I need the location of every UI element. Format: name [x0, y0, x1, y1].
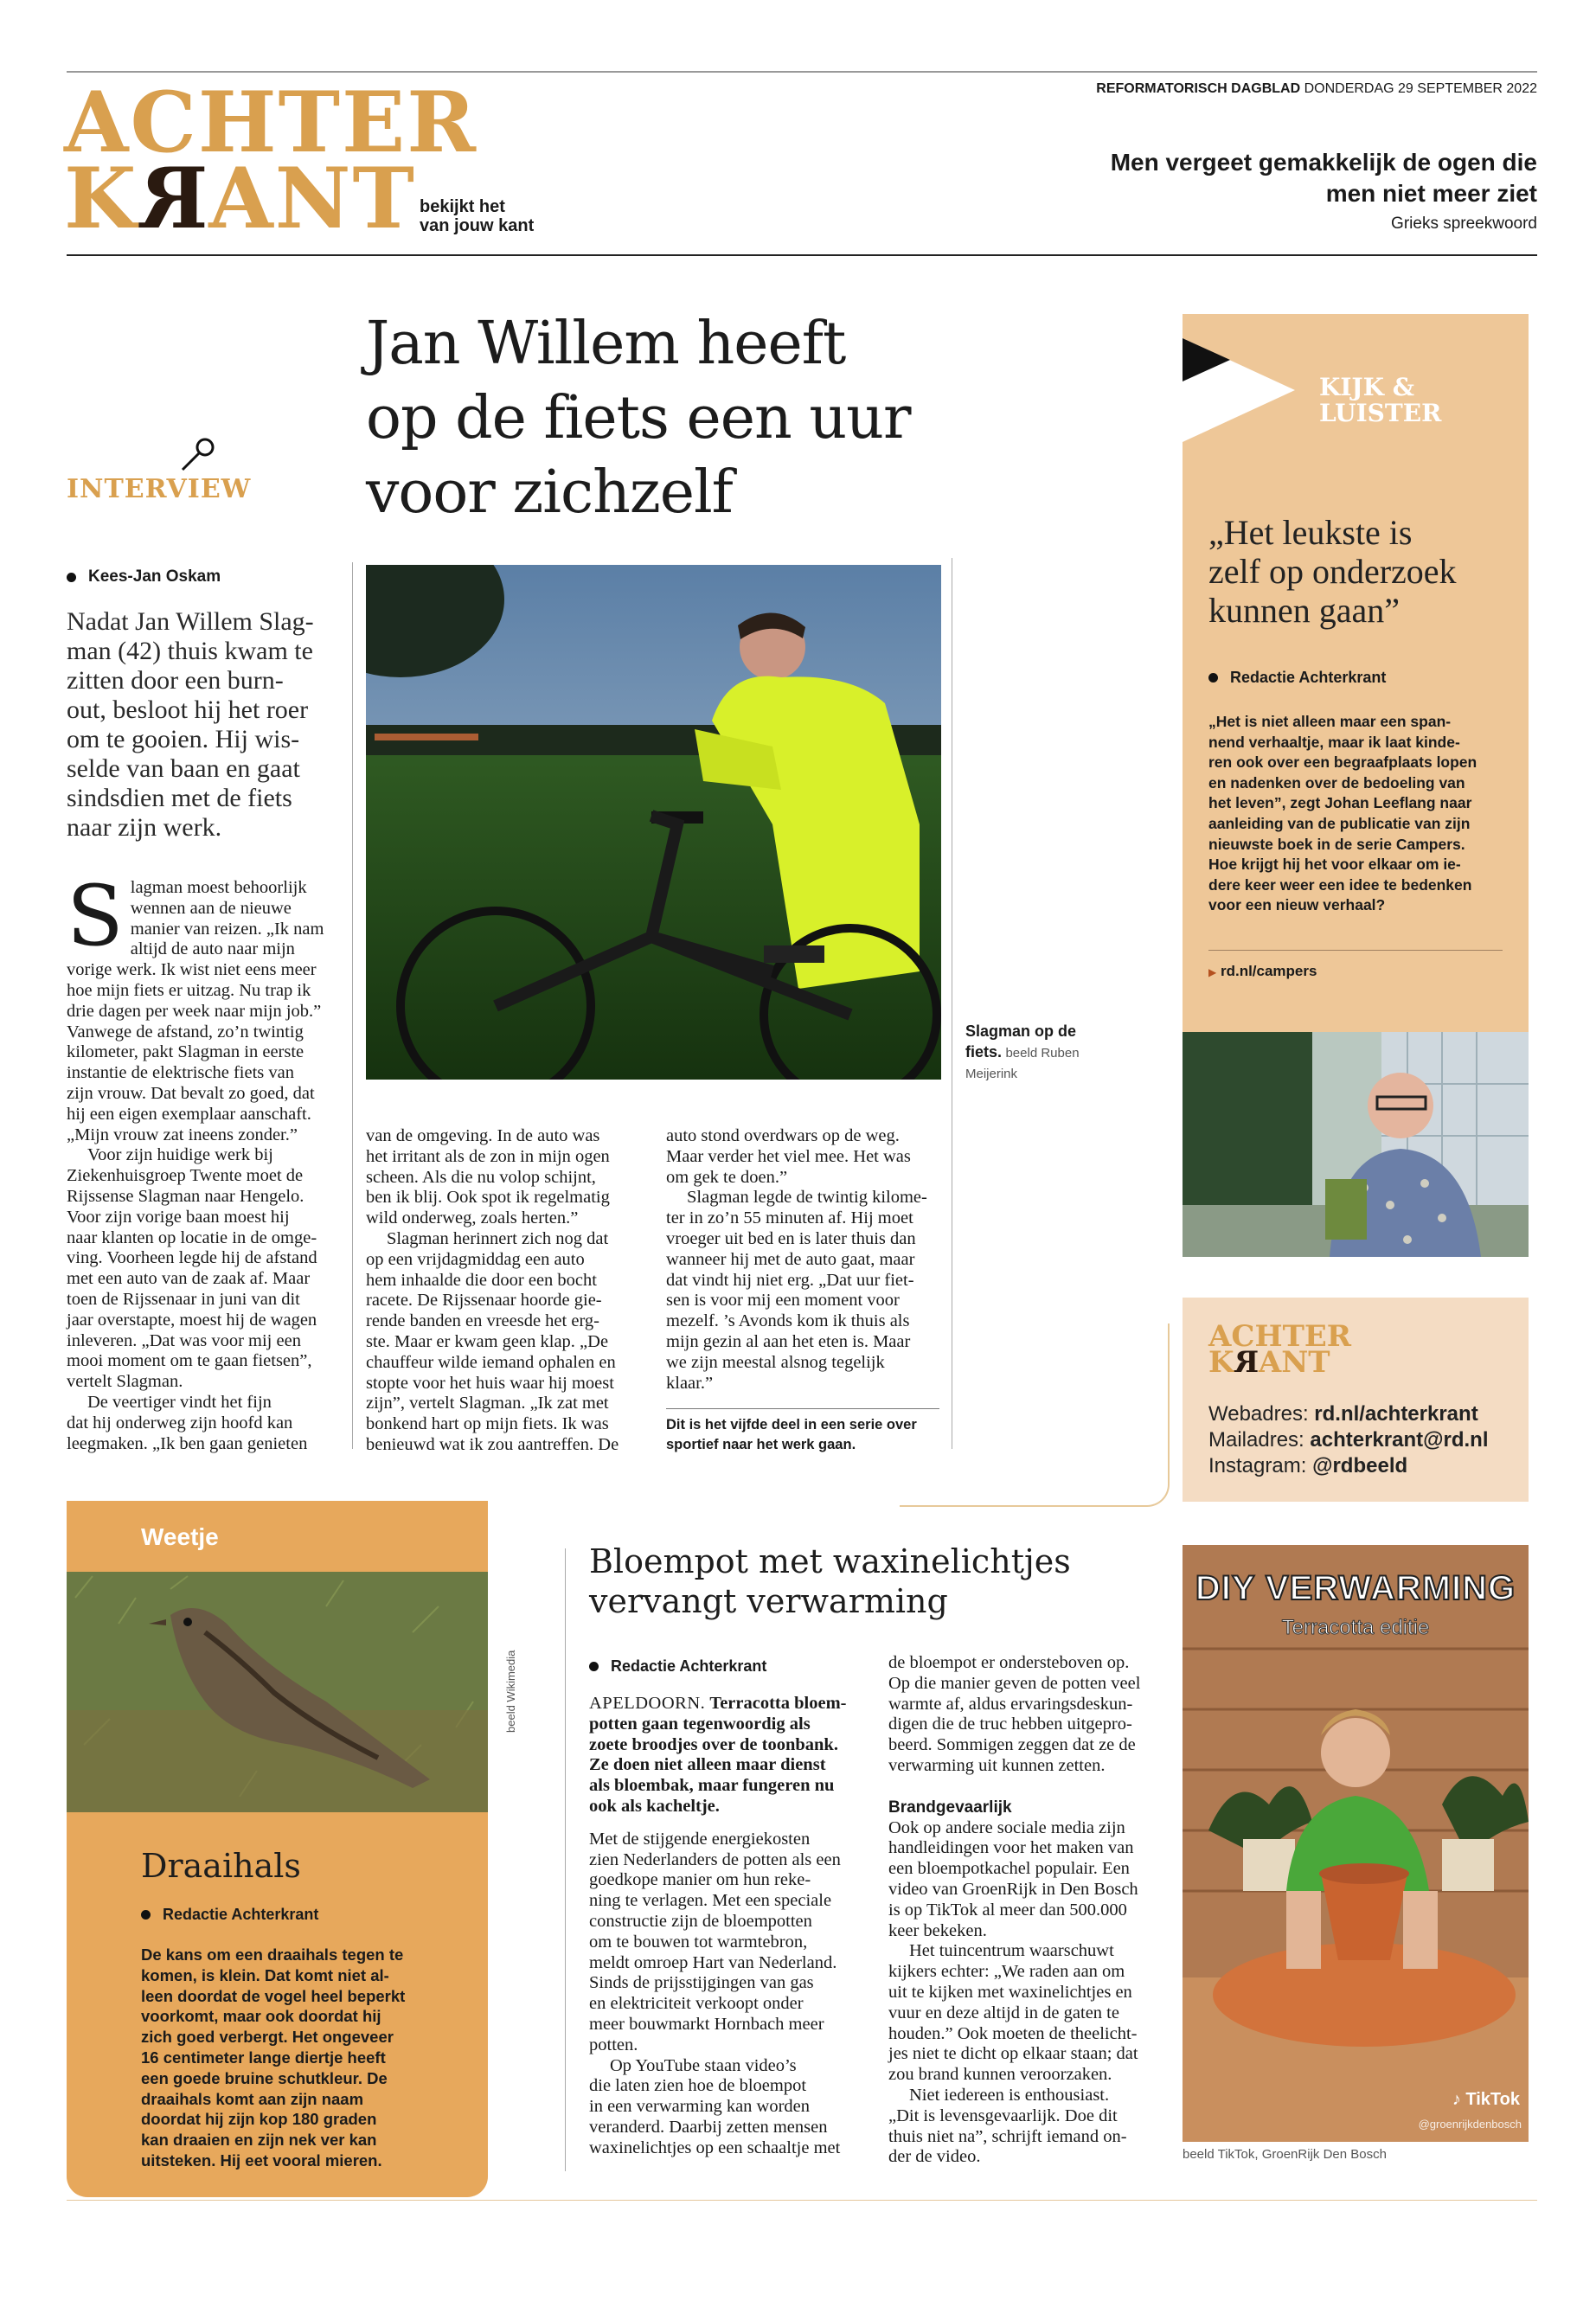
- kijk-luister-link-text[interactable]: rd.nl/campers: [1220, 963, 1317, 979]
- masthead-bottom: [64, 150, 445, 247]
- bloempot-rule: [565, 1548, 566, 2171]
- contact-logo-bottom: KRANT: [1208, 1345, 1330, 1380]
- bloempot-byline-dot: [589, 1662, 599, 1671]
- bloempot-author: Redactie Achterkrant: [611, 1657, 767, 1675]
- bloempot-subhead: Brandgevaarlijk: [888, 1798, 1012, 1817]
- photo-caption: [965, 1021, 1112, 1085]
- headline-line-2: op de fiets een uur: [366, 384, 911, 452]
- contact-mail: [1208, 1427, 1489, 1453]
- col2-paragraph-2: Slagman herinnert zich nog dat op een vrijdagmiddag een auto hem inhaalde die door een bocht racete. De Rijssenaar hoorde gie- rende banden en vreesde het erg- ste. Maar er kwam geen klap. „De chauffeur wilde iemand ophalen en stopte voor het huis waar hij moest zijn”, vertelt Slagman. „Ik zat met bonkend hart op mijn fiets. Ik was benieuwd wat ik zou aantreffen. De: [366, 1228, 619, 1454]
- kijk-luister-link[interactable]: [1208, 963, 1317, 980]
- weetje-title: Draaihals: [141, 1847, 301, 1885]
- headline-line-3: voor zichzelf: [366, 458, 733, 527]
- footer-rule: [67, 2200, 1537, 2201]
- insta-value[interactable]: @rdbeeld: [1312, 1454, 1408, 1477]
- bloempot-lead-text: Terracotta bloem- potten gaan tegenwoordig als zoete broodjes over de toonbank. Ze doen niet alleen maar dienst als bloembak, maar fungeren nu ook als kacheltje.: [589, 1694, 847, 1816]
- microphone-icon: [177, 437, 215, 475]
- bloempot-headline-2: vervangt verwarming: [589, 1582, 948, 1620]
- insta-label: Instagram:: [1208, 1454, 1307, 1477]
- weetje-panel: [67, 1501, 517, 2197]
- bloempot-lead: [589, 1694, 875, 1817]
- dateline: [1096, 81, 1537, 97]
- interview-author: Kees-Jan Oskam: [88, 567, 221, 586]
- bloempot-headline-1: Bloempot met waxinelichtjes: [589, 1542, 1071, 1580]
- tiktok-watermark: [1452, 2090, 1520, 2110]
- weetje-body: De kans om een draaihals tegen te komen, is klein. Dat komt niet al- leen doordat de vogel heel beperkt voorkomt, maar ook doordat hij zich goed verbergt. Het ongeveer 16 centimeter lange diertje heeft een goede bruine schutkleur. De draaihals komt aan zijn naam doordat hij zijn kop 180 graden kan draaien en zijn nek ver kan uitsteken. Hij eet vooral mieren.: [141, 1945, 406, 2170]
- interview-byline: [67, 567, 221, 586]
- tagline-line-1: bekijkt het: [420, 197, 505, 216]
- kijk-luister-link-rule: [1208, 950, 1503, 951]
- bloempot-dateline: APELDOORN.: [589, 1694, 706, 1713]
- quote-line-1: Men vergeet gemakkelijk de ogen die: [1110, 149, 1537, 176]
- contact-instagram: [1208, 1453, 1489, 1479]
- paper-name: REFORMATORISCH DAGBLAD: [1096, 81, 1301, 96]
- masthead-bottom-k: K: [64, 150, 138, 247]
- bloempot-headline: [589, 1541, 1071, 1621]
- weetje-byline: [141, 1906, 318, 1924]
- photo-caption-bold: Slagman op de fiets.: [965, 1022, 1077, 1061]
- interview-intro: Nadat Jan Willem Slag- man (42) thuis kwam te zitten door een burn- out, besloot hij het roer om te gooien. Hij wis- selde van baan en gaat sindsdien met de fiets naar zijn werk.: [67, 607, 314, 842]
- issue-date: DONDERDAG 29 SEPTEMBER 2022: [1304, 81, 1537, 96]
- contact-lines: [1208, 1401, 1489, 1479]
- tagline-line-2: van jouw kant: [420, 216, 535, 235]
- interview-label: INTERVIEW: [67, 474, 252, 504]
- masthead-reversed-r: R: [138, 150, 209, 247]
- header-quote: [1111, 147, 1537, 234]
- series-note-rule: [666, 1408, 939, 1409]
- col1-paragraph-3: De veertiger vindt het fijn dat hij onderweg zijn hoofd kan leegmaken. „Ik ben gaan genieten: [67, 1392, 308, 1453]
- col2-paragraph-1: van de omgeving. In de auto was het irritant als de zon in mijn ogen scheen. Als die nu volop schijnt, ben ik blij. Ook spot ik regelmatig wild onderweg, zoals herten.”: [366, 1126, 610, 1228]
- interview-column-2: [366, 1126, 651, 1456]
- interview-column-1: [67, 868, 348, 1454]
- web-value[interactable]: rd.nl/achterkrant: [1314, 1402, 1478, 1426]
- bloempot-col2-paragraph-2: Ook op andere sociale media zijn handleidingen voor het maken van een bloempotkachel populair. Een video van GroenRijk in Den Bosch is op TikTok al meer dan 500.000 keer bekeken.: [888, 1817, 1138, 1940]
- bloempot-col2-paragraph-4: Niet iedereen is enthousiast. „Dit is levensgevaarlijk. Doe dit thuis niet na”, schrijft iemand on- der de video.: [888, 2085, 1127, 2167]
- col1-paragraph-1: lagman moest behoorlijk wennen aan de nieuwe manier van reizen. „Ik nam altijd de auto naar mijn vorige werk. Ik wist niet eens meer hoe mijn fiets er uitzag. Nu trap ik drie dagen per week naar mijn job.” Vanwege de afstand, zo’n twintig kilometer, pakt Slagman in eerste instantie de elektrische fiets van zijn vrouw. Dat bevalt zo goed, dat hij een eigen exemplaar aanschaft. „Mijn vrouw zat ineens zonder.”: [67, 878, 324, 1144]
- header-bottom-rule: [67, 254, 1537, 256]
- bloempot-column-1: [589, 1694, 875, 2159]
- tiktok-photo-title: DIY VERWARMING: [1195, 1569, 1516, 1607]
- weetje-byline-dot: [141, 1910, 151, 1920]
- masthead-tagline: [420, 197, 534, 235]
- tiktok-photo-subtitle: Terracotta editie: [1281, 1616, 1430, 1639]
- col1-paragraph-2: Voor zijn huidige werk bij Ziekenhuisgroep Twente moet de Rijssense Slagman naar Hengelo. Voor zijn vorige baan moest hij naar klanten op locatie in de omge- ving. Voorheen legde hij de afstand met een auto van de zaak af. Maar toen de Rijssenaar in juni van dit jaar overstapte, moest hij de wagen inleveren. „Dat was voor mij een mooi moment om te gaan fietsen”, vertelt Slagman.: [67, 1145, 317, 1392]
- header-top-rule: [67, 71, 1537, 73]
- column-rule-1: [352, 562, 353, 1449]
- kijk-luister-body: „Het is niet alleen maar een span- nend verhaaltje, maar ik laat kinde- ren ook over een begraafplaats lopen en nadenken over de bedoeling van het leven”, zegt Johan Leeflang naar aanleiding van de publicatie van zijn nieuwste boek in de serie Campers. Hoe krijgt hij het voor elkaar om ie- dere keer weer een idee te bedenken voor een nieuw verhaal?: [1208, 713, 1477, 914]
- kijk-luister-label: [1319, 375, 1441, 426]
- web-label: Webadres:: [1208, 1402, 1309, 1426]
- interview-headline: [366, 307, 910, 530]
- kijk-luister-author: Redactie Achterkrant: [1230, 669, 1387, 686]
- kijk-luister-byline: [1208, 669, 1386, 687]
- mail-label: Mailadres:: [1208, 1428, 1304, 1452]
- quote-line-2: men niet meer ziet: [1325, 180, 1537, 207]
- weetje-author: Redactie Achterkrant: [163, 1906, 319, 1923]
- bloempot-col2-paragraph-3: Het tuincentrum waarschuwt kijkers echter: „We raden aan om uit te kijken met waxinelichtjes en vuur en deze altijd in de gaten te houden.” Ook moeten de theelicht- jes niet te dicht op elkaar staan; dat zou brand kunnen veroorzaken.: [888, 1941, 1138, 2085]
- kijk-luister-line-1: KIJK &: [1319, 373, 1415, 401]
- col3-paragraph-1: auto stond overdwars op de weg. Maar verder het viel mee. Het was om gek te doen.”: [666, 1126, 911, 1187]
- bird-photo-credit: beeld Wikimedia: [504, 1650, 517, 1733]
- tiktok-label: TikTok: [1465, 2090, 1520, 2109]
- contact-logo: [1208, 1319, 1352, 1380]
- contact-web: [1208, 1401, 1489, 1427]
- kijk-luister-byline-dot: [1208, 673, 1218, 683]
- byline-dot: [67, 573, 76, 582]
- bloempot-paragraph-2: Op YouTube staan video’s die laten zien hoe de bloempot in een verwarming kan worden veranderd. Daarbij zetten mensen waxinelichtjes op een schaaltje met: [589, 2055, 841, 2157]
- bloempot-col2-paragraph-1: de bloempot er ondersteboven op. Op die manier geven de potten veel warmte af, aldus ervaringsdeskun- digen die de truc hebben uitgepro- beerd. Sommigen zeggen dat ze de verwarming uit kunnen zetten.: [888, 1653, 1141, 1775]
- mail-value[interactable]: achterkrant@rd.nl: [1310, 1428, 1489, 1452]
- series-note: Dit is het vijfde deel in een serie over sportief naar het werk gaan.: [666, 1417, 917, 1452]
- contact-box: [1183, 1298, 1529, 1502]
- kijk-luister-line-2: LUISTER: [1319, 399, 1442, 427]
- link-arrow-icon: ▶: [1208, 966, 1217, 978]
- bloempot-paragraph-1: Met de stijgende energiekosten zien Nederlanders de potten als een goedkope manier om hun reke- ning te verlagen. Met een speciale constructie zijn de bloempotten om te bouwen tot warmtebron, meldt omroep Hart van Nederland. Sinds de prijsstijgingen van gas en elektriciteit verkoopt onder meer bouwmarkt Hornbach meer potten.: [589, 1829, 841, 2054]
- contact-logo-reversed-r: R: [1234, 1345, 1259, 1380]
- photo-caption-credit: beeld Ruben Meijerink: [965, 1046, 1080, 1081]
- quote-source: Grieks spreekwoord: [1391, 215, 1537, 233]
- tiktok-photo: [1183, 1545, 1529, 2142]
- bloempot-column-2: [888, 1653, 1174, 2168]
- col3-paragraph-2: Slagman legde de twintig kilome- ter in zo’n 55 minuten af. Hij moet vroeger uit bed en is later thuis dan wanneer hij met de auto gaat, maar dat vindt hij niet erg. „Dat uur fiet- sen is voor mij een moment voor mezelf. ’s Avonds kom ik thuis als mijn gezin al aan het eten is. Maar we zijn meestal alsnog tegelijk klaar.”: [666, 1188, 927, 1393]
- headline-line-1: Jan Willem heeft: [366, 310, 846, 378]
- weetje-label: Weetje: [141, 1523, 219, 1550]
- masthead-bottom-rest: ANT: [208, 150, 416, 247]
- play-icon: [1183, 338, 1295, 442]
- tiktok-handle: @groenrijkdenbosch: [1418, 2118, 1522, 2131]
- dropcap: S: [67, 868, 124, 965]
- bloempot-byline: [589, 1657, 766, 1676]
- contact-logo-top: ACHTER: [1208, 1319, 1352, 1354]
- cyclist-photo: [366, 565, 941, 1080]
- masthead-top: ACHTER: [64, 74, 478, 171]
- tiktok-logo-icon: ♪: [1452, 2090, 1461, 2109]
- interview-frame-corner: [900, 1324, 1170, 1507]
- author-photo: [1183, 1032, 1529, 1257]
- kijk-luister-quote: „Het leukste is zelf op onderzoek kunnen gaan”: [1208, 513, 1457, 630]
- bird-photo: [67, 1572, 488, 1812]
- tiktok-photo-credit: beeld TikTok, GroenRijk Den Bosch: [1183, 2147, 1387, 2162]
